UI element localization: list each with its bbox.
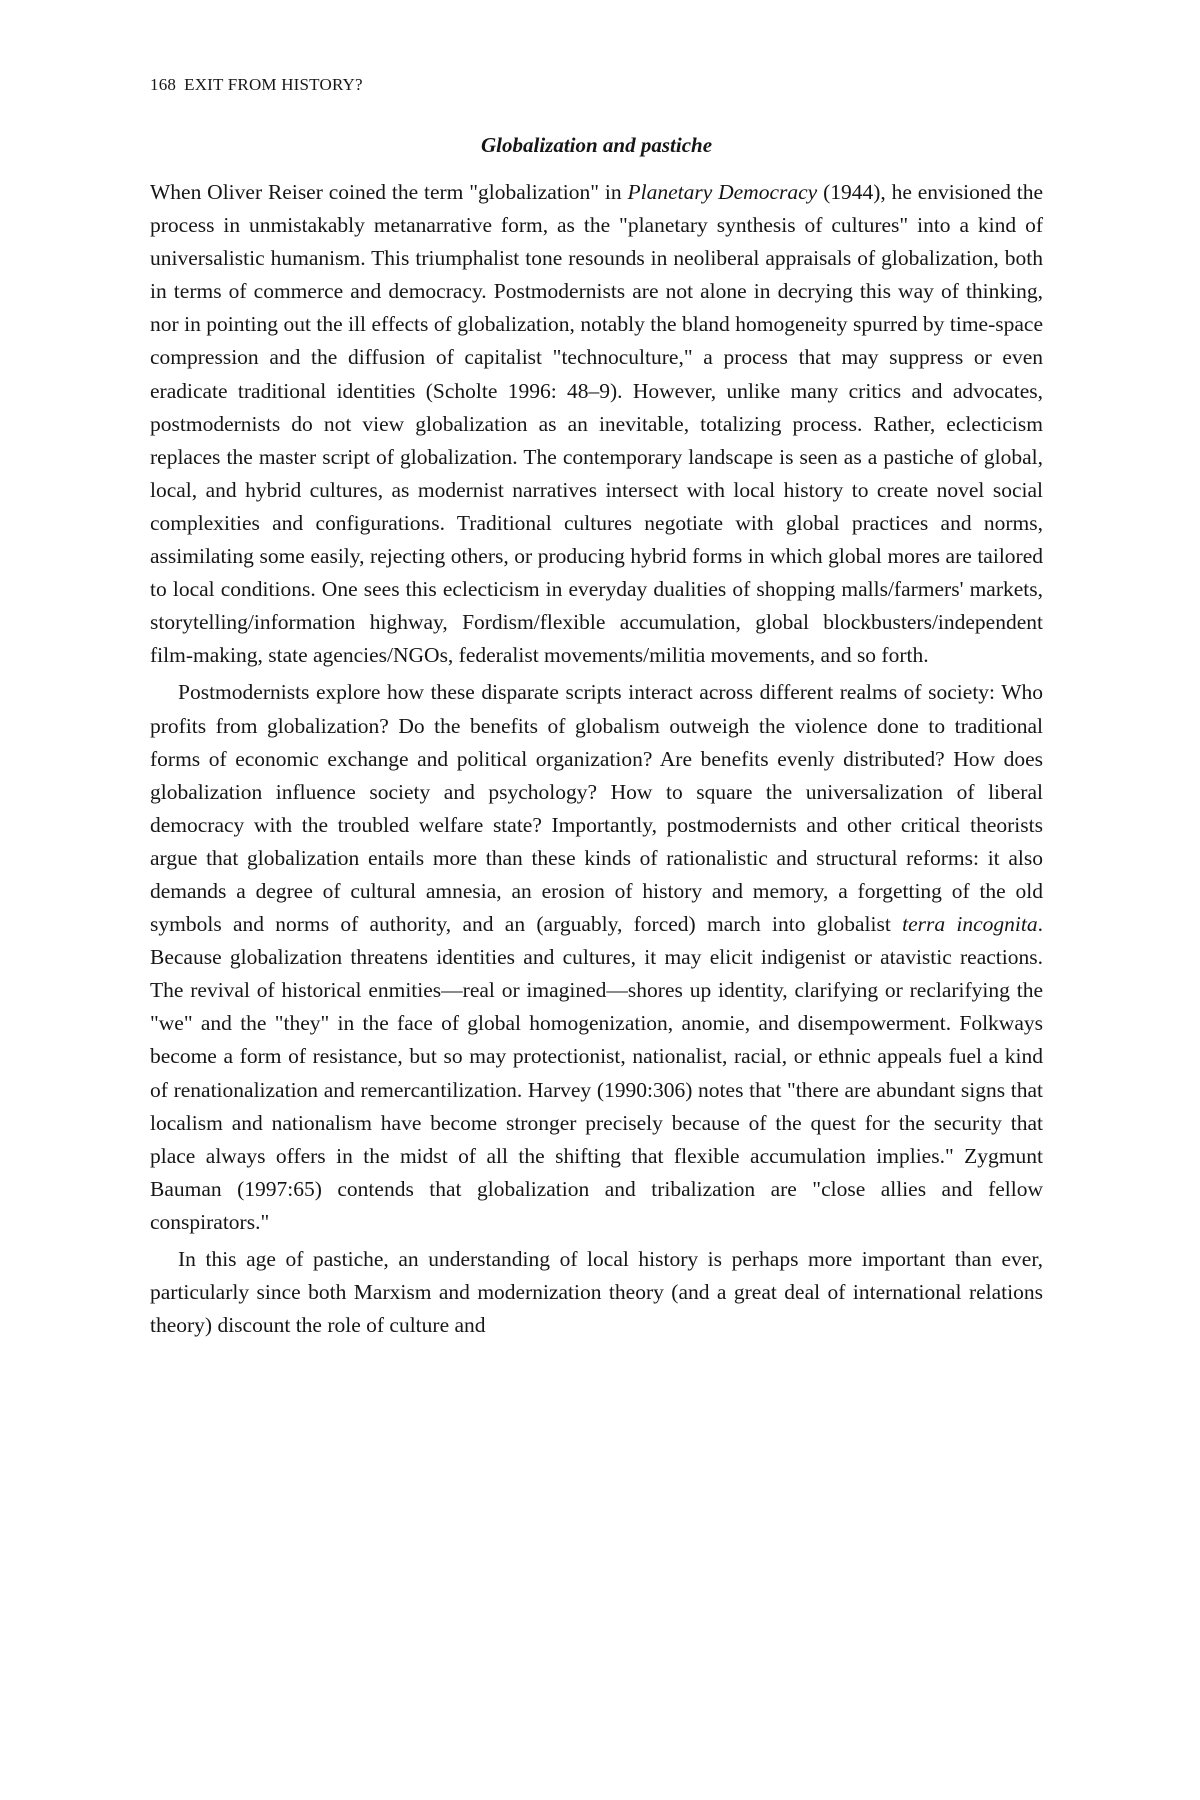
- paragraph-1-text-a: When Oliver Reiser coined the term "globalization" in: [150, 180, 628, 204]
- paragraph-2-text-a: Postmodernists explore how these disparate scripts interact across different realms of society: Who profits from globalization? Do the benefits of globalism outweigh the violence done to traditional forms of economic exchange and political organization? Are benefits evenly distributed? How does globalization influence society and psychology? How to square the universalization of liberal democracy with the troubled welfare state? Importantly, postmodernists and other critical theorists argue that globalization entails more than these kinds of rationalistic and structural reforms: it also demands a degree of cultural amnesia, an erosion of history and memory, a forgetting of the old symbols and norms of authority, and an (arguably, forced) march into globalist: [150, 680, 1043, 937]
- page-number: 168: [150, 75, 177, 94]
- paragraph-2: [150, 676, 1043, 1239]
- paragraph-1: [150, 176, 1043, 672]
- paragraph-3: [150, 1243, 1043, 1342]
- running-head: [150, 74, 1043, 96]
- section-title: Globalization and pastiche: [480, 133, 713, 157]
- paragraph-3-text: In this age of pastiche, an understanding of local history is perhaps more important than ever, particularly since both Marxism and modernization theory (and a great deal of international relations theory) discount the role of culture and: [150, 1247, 1043, 1338]
- paragraph-1-text-b: (1944), he envisioned the process in unmistakably metanarrative form, as the "planetary synthesis of cultures" into a kind of universalistic humanism. This triumphalist tone resounds in neoliberal appraisals of globalization, both in terms of commerce and democracy. Postmodernists are not alone in decrying this way of thinking, nor in pointing out the ill effects of globalization, notably the bland homogeneity spurred by time-space compression and the diffusion of capitalist "technoculture," a process that may suppress or even eradicate traditional identities (Scholte 1996: 48–9). However, unlike many critics and advocates, postmodernists do not view globalization as an inevitable, totalizing process. Rather, eclecticism replaces the master script of globalization. The contemporary landscape is seen as a pastiche of global, local, and hybrid cultures, as modernist narratives intersect with local history to create novel social complexities and configurations. Traditional cultures negotiate with global practices and norms, assimilating some easily, rejecting others, or producing hybrid forms in which global mores are tailored to local conditions. One sees this eclecticism in everyday dualities of shopping malls/farmers' markets, storytelling/information highway, Fordism/flexible accumulation, global blockbusters/independent film-making, state agencies/NGOs, federalist movements/militia movements, and so forth.: [150, 180, 1044, 668]
- paragraph-2-text-b: . Because globalization threatens identities and cultures, it may elicit indigenist or atavistic reactions. The revival of historical enmities—real or imagined—shores up identity, clarifying or reclarifying the "we" and the "they" in the face of global homogenization, anomie, and disempowerment. Folkways become a form of resistance, but so may protectionist, nationalist, racial, or ethnic appeals fuel a kind of renationalization and remercantilization. Harvey (1990:306) notes that "there are abundant signs that localism and nationalism have become stronger precisely because of the quest for the security that place always offers in the midst of all the shifting that flexible accumulation implies." Zygmunt Bauman (1997:65) contends that globalization and tribalization are "close allies and fellow conspirators.": [150, 912, 1043, 1234]
- book-page: [150, 74, 1043, 1342]
- book-title-planetary-democracy: Planetary Democracy: [627, 180, 818, 204]
- term-terra-incognita: terra incognita: [902, 912, 1038, 937]
- running-title: EXIT FROM HISTORY?: [184, 75, 363, 94]
